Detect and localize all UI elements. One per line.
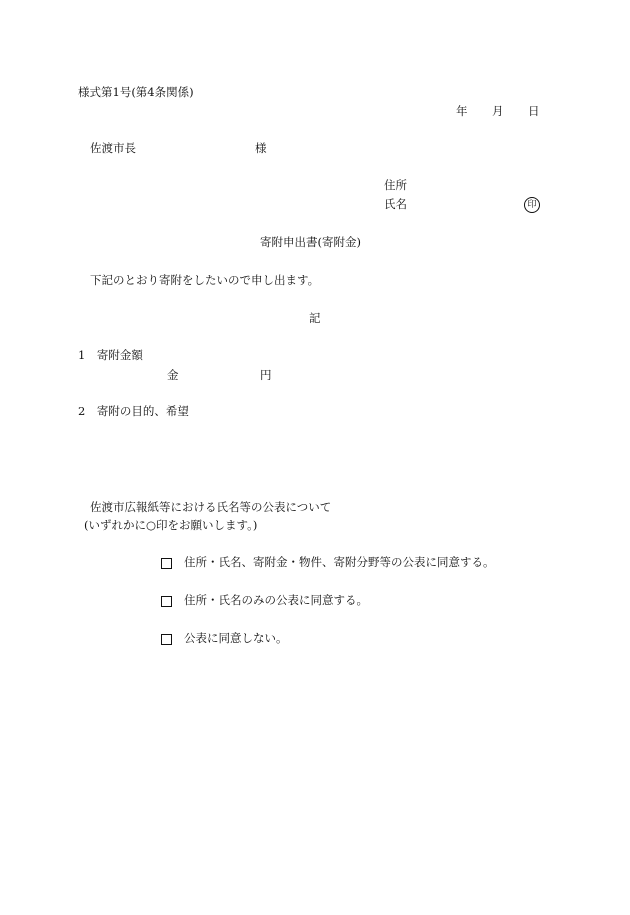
item1-kin: 金 xyxy=(167,368,179,382)
date-day-label: 日 xyxy=(528,104,540,118)
addressee-honorific: 様 xyxy=(255,141,267,155)
item1-label: 1 寄附金額 xyxy=(78,348,143,362)
ki-label: 記 xyxy=(309,311,321,325)
name-label: 氏名 xyxy=(384,197,407,211)
form-number: 様式第1号(第4条関係) xyxy=(78,85,194,99)
option-label: 住所・氏名のみの公表に同意する。 xyxy=(184,593,368,607)
option-checkbox[interactable] xyxy=(161,596,172,607)
date-month-label: 月 xyxy=(492,104,504,118)
intro-text: 下記のとおり寄附をしたいので申し出ます。 xyxy=(90,273,320,287)
option-checkbox[interactable] xyxy=(161,558,172,569)
seal-mark: 印 xyxy=(524,197,540,213)
form-title: 寄附申出書(寄附金) xyxy=(260,235,361,249)
addressee-name: 佐渡市長 xyxy=(90,141,136,155)
option-label: 住所・氏名、寄附金・物件、寄附分野等の公表に同意する。 xyxy=(184,555,495,569)
option-label: 公表に同意しない。 xyxy=(184,631,288,645)
date-year-label: 年 xyxy=(456,104,468,118)
option-checkbox[interactable] xyxy=(161,634,172,645)
address-label: 住所 xyxy=(384,178,407,192)
publication-heading: 佐渡市広報紙等における氏名等の公表について xyxy=(90,500,332,514)
publication-instruction: (いずれかに○印をお願いします。) xyxy=(84,518,258,532)
item2-label: 2 寄附の目的、希望 xyxy=(78,404,189,418)
item1-yen: 円 xyxy=(260,368,272,382)
